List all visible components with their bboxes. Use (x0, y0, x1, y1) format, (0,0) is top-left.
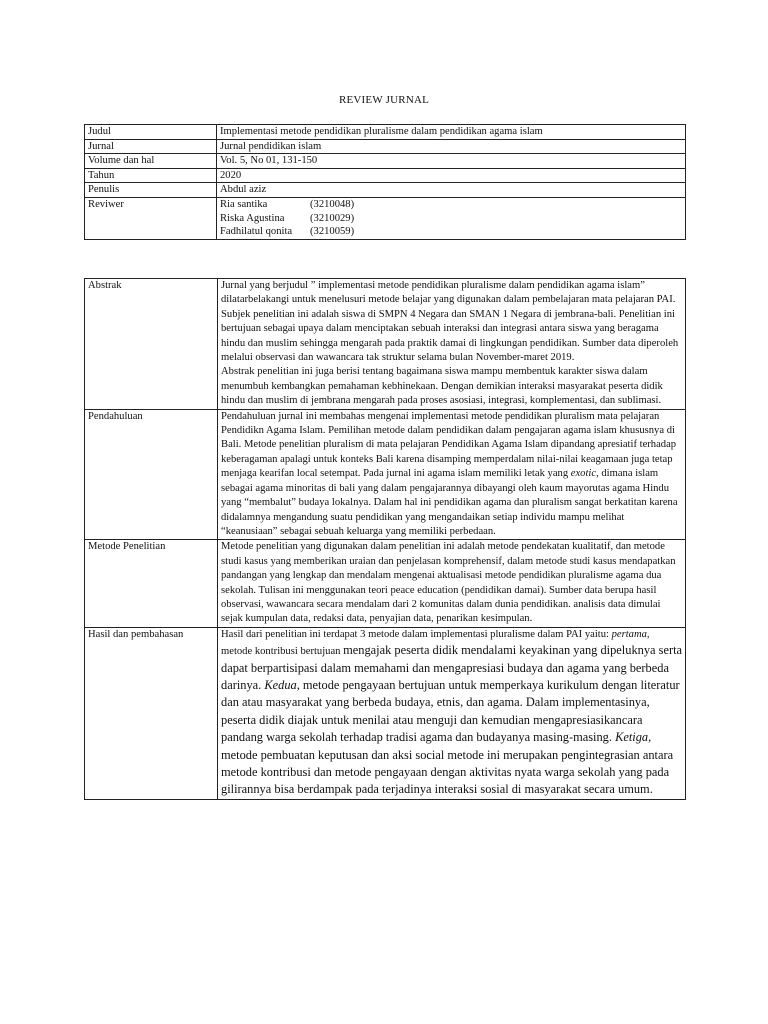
reviewer-name: Riska Agustina (220, 212, 285, 224)
meta-value: Vol. 5, No 01, 131-150 (217, 154, 686, 169)
meta-key: Tahun (85, 168, 217, 183)
pendahuluan-text-part: , dimana islam sebagai agama minoritas di bali yang dalam pengajarannya dibayangi oleh kaum mayorutas agama Hindu yang “membalut” budaya lokalnya. Dalam hal ini pendidikan agama dan pluralism sangat berkatitan karena didalamnya mengandung suatu pendidikan yang mengandaikan setiap individu mampu melihat “keanusiaan” sebagai sebuah keluarga yang memiliki perbedaan. (221, 468, 678, 537)
page-title: REVIEW JURNAL (338, 94, 430, 106)
section-label-hasil: Hasil dan pembahasan (85, 627, 218, 799)
hasil-text (218, 627, 686, 799)
review-content-table (84, 278, 686, 800)
section-label-abstrak: Abstrak (85, 279, 218, 410)
meta-key: Penulis (85, 183, 217, 198)
reviewer-list (217, 197, 686, 239)
reviewer-entry (220, 198, 682, 212)
hasil-text-part: Hasil dari penelitian ini terdapat 3 metode dalam implementasi pluralisme dalam PAI yaitu: (221, 628, 612, 640)
meta-key: Judul (85, 125, 217, 140)
pendahuluan-text (218, 409, 686, 540)
meta-value: Jurnal pendidikan islam (217, 139, 686, 154)
hasil-text-part: mengajak peserta didik mendalami keyakinan yang dipeluknya serta dapat berpartisipasi dalam memahami dan mengapresiasi budaya dan agama yang berbeda darinya. (221, 643, 683, 692)
abstrak-paragraph-1: Jurnal yang berjudul ” implementasi metode pendidikan pluralisme dalam pendidikan agama islam” dilatarbelakangi untuk menelusuri metode belajar yang digunakan dalam pembelajaran mata pelajaran PAI. Subjek penelitian ini adalah siswa di SMPN 4 Negara dan SMAN 1 Negara di jembrana-bali. Penelitian ini bertujuan sebagai upaya dalam menciptakan sebuah interaksi dan integrasi antara siswa yang beragama hindu dan muslim sehingga mengarah pada praktik damai di lingkungan pendidikan. Sumber data diperoleh melalui observasi dan wawancara tak struktur selama bulan November-maret 2019. (221, 280, 679, 364)
table-row (85, 183, 686, 198)
abstrak-text (218, 279, 686, 410)
reviewer-name: Fadhilatul qonita (220, 226, 293, 238)
meta-key: Reviwer (85, 197, 217, 239)
hasil-text-part: , metode pembuatan keputusan dan aksi social metode ini merupakan pengintegrasian antara metode kontribusi dan metode pengayaan dengan aktivitas nyata warga sekolah yang pada gilirannya bisa berdampak pada terjadinya interaksi sosial di masyarakat secara umum. (221, 730, 674, 797)
reviewer-id: (3210048) (310, 198, 355, 210)
reviewer-id: (3210029) (310, 212, 355, 224)
hasil-italic: Kedua (264, 677, 297, 692)
reviewer-id: (3210059) (310, 226, 355, 238)
hasil-italic: Ketiga (615, 730, 649, 745)
reviewer-name: Ria santika (220, 198, 268, 210)
table-row (85, 139, 686, 154)
hasil-text-part: , metode pengayaan bertujuan untuk memperkaya kurikulum dengan literatur dan atau masyarakat yang berbeda budaya, etnis, dan agama. Dalam implementasinya, peserta didik diajak untuk menilai atau menguji dan kemudian mengapresiasikancara pandang warga sekolah terhadap tradisi agama dan budayanya masing-masing. (221, 677, 680, 745)
meta-value: 2020 (217, 168, 686, 183)
table-row (85, 409, 686, 540)
reviewer-entry (220, 225, 682, 239)
meta-key: Jurnal (85, 139, 217, 154)
table-row (85, 540, 686, 627)
meta-value: Abdul aziz (217, 183, 686, 198)
table-row (85, 154, 686, 169)
table-row (85, 125, 686, 140)
table-row (85, 627, 686, 799)
table-row (85, 197, 686, 239)
reviewer-entry (220, 212, 682, 226)
hasil-text-part: , metode kontribusi bertujuan (221, 628, 650, 658)
pendahuluan-italic: exotic (570, 468, 597, 480)
table-row (85, 168, 686, 183)
hasil-italic: pertama (611, 628, 647, 640)
meta-key: Volume dan hal (85, 154, 217, 169)
metode-text: Metode penelitian yang digunakan dalam penelitian ini adalah metode pendekatan kualitatif, dan metode studi kasus yang memberikan uraian dan penjelasan komprehensif, dalam metode studi kasus mendapatkan pandangan yang lengkap dan mendalam mengenai aktualisasi metode pendidikan pluralisme agama dua sekolah. Tulisan ini menggunakan teori peace education (pendidikan damai). Sumber data berupa hasil observasi, wawancara secara mendalam dari 2 komunitas dalam dunia pendidikan. analisis data dimulai sejak kumpulan data, redaksi data, penyajian data, penarikan kesimpulan. (218, 540, 686, 627)
section-label-pendahuluan: Pendahuluan (85, 409, 218, 540)
meta-value: Implementasi metode pendidikan pluralisme dalam pendidikan agama islam (217, 125, 686, 140)
metadata-table (84, 124, 686, 240)
pendahuluan-text-part: Pendahuluan jurnal ini membahas mengenai implementasi metode pendidikan pluralism mata pelajaran Pendidikn Agama Islam. Pemilihan metode dalam pendidikan dalam pengajaran agama islam khususnya di Bali. Metode penelitian pluralism di mata pelajaran Pendidikan Agama Islam dipandang apresiatif terhadap keberagaman apalagi untuk konteks Bali karena disamping memperdalam nilai-nilai keagamaan juga tetap menjaga kearifan local setempat. Pada jurnal ini agama islam memiliki letak yang (221, 410, 677, 480)
abstrak-paragraph-2: Abstrak penelitian ini juga berisi tentang bagaimana siswa mampu membentuk karakter siswa dalam menumbuh kembangkan pemahaman kebhinekaan. Dengan demikian interaksi masyarakat peserta didik hindu dan muslim di jembrana mengarah pada proses asosiasi, integrasi, komplementasi, dan sublimasi. (221, 366, 663, 407)
table-row (85, 279, 686, 410)
section-label-metode: Metode Penelitian (85, 540, 218, 627)
